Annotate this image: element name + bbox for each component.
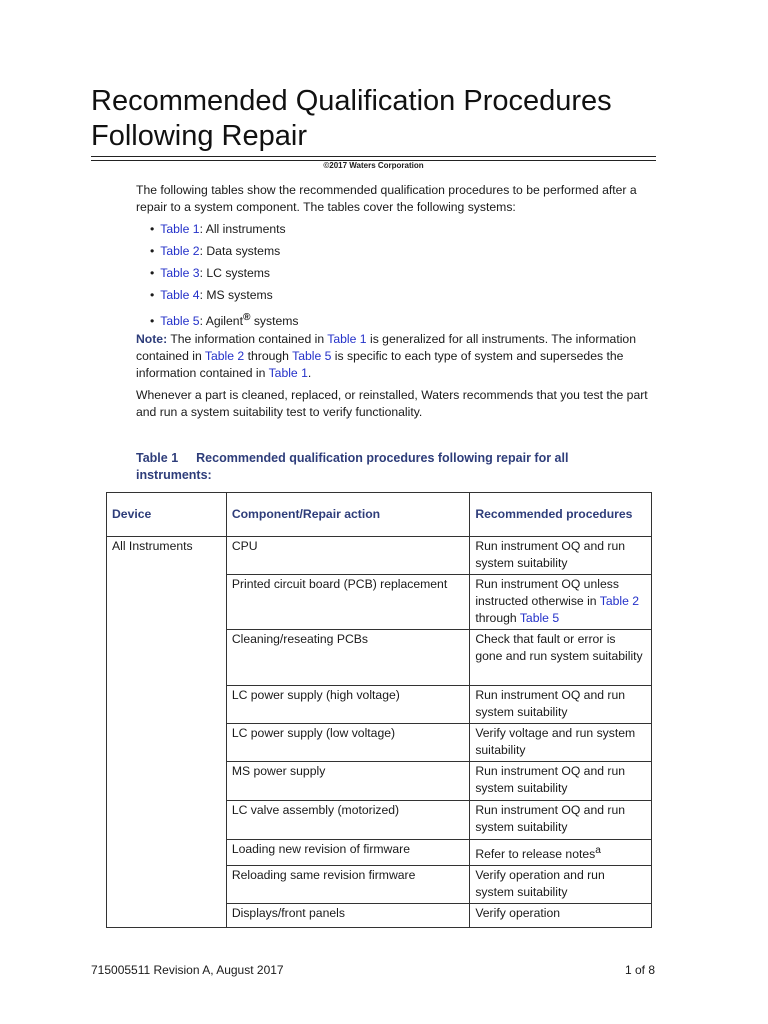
table-link[interactable]: Table 5 bbox=[160, 314, 200, 329]
table-list bbox=[150, 221, 299, 331]
footnote-mark: a bbox=[595, 844, 601, 856]
component-cell: Displays/front panels bbox=[226, 904, 470, 928]
text: . bbox=[307, 366, 312, 380]
header-component: Component/Repair action bbox=[226, 493, 470, 537]
footer-page-number: 1 of 8 bbox=[624, 963, 655, 977]
header-procedures: Recommended procedures bbox=[470, 493, 652, 537]
caption-text: Recommended qualification procedures following repair for all instruments: bbox=[136, 451, 569, 482]
list-item bbox=[150, 287, 299, 309]
divider bbox=[91, 156, 656, 157]
item-text: : All instruments bbox=[199, 222, 286, 236]
table-link[interactable]: Table 3 bbox=[160, 266, 200, 280]
whenever-paragraph: Whenever a part is cleaned, replaced, or reinstalled, Waters recommends that you test the part and run a system suitability test to verify functionality. bbox=[136, 388, 648, 419]
text: Refer to release notes bbox=[475, 847, 596, 861]
text: is specific to each type of system and supersedes the information contained in bbox=[136, 349, 624, 380]
title-line: Following Repair bbox=[91, 120, 307, 152]
procedure-cell: Run instrument OQ and run system suitability bbox=[470, 762, 652, 801]
component-cell: CPU bbox=[226, 537, 470, 575]
text: through bbox=[244, 349, 293, 363]
procedure-cell bbox=[470, 575, 652, 630]
table-link[interactable]: Table 5 bbox=[519, 611, 560, 625]
table-header-row bbox=[107, 493, 652, 537]
table-link[interactable]: Table 2 bbox=[204, 349, 245, 363]
item-text: : Agilent bbox=[199, 314, 243, 329]
table-link[interactable]: Table 2 bbox=[160, 244, 200, 258]
copyright: ©2017 Waters Corporation bbox=[323, 161, 424, 170]
text: The information contained in bbox=[167, 332, 328, 346]
table-link[interactable]: Table 4 bbox=[160, 288, 200, 302]
component-cell: Reloading same revision firmware bbox=[226, 866, 470, 904]
note-paragraph bbox=[136, 331, 661, 382]
table-row bbox=[107, 537, 652, 575]
header-device: Device bbox=[107, 493, 227, 537]
table-caption bbox=[136, 450, 636, 484]
table-link[interactable]: Table 1 bbox=[268, 366, 308, 380]
list-item bbox=[150, 309, 299, 331]
intro-paragraph: The following tables show the recommended qualification procedures to be performed after a repair to a system component. The tables cover the following systems: bbox=[136, 183, 637, 214]
component-cell: Loading new revision of firmware bbox=[226, 840, 470, 866]
table-link[interactable]: Table 1 bbox=[327, 332, 367, 346]
list-item bbox=[150, 221, 299, 243]
procedure-cell: Verify operation and run system suitability bbox=[470, 866, 652, 904]
component-cell: LC valve assembly (motorized) bbox=[226, 801, 470, 840]
component-cell: Cleaning/reseating PCBs bbox=[226, 630, 470, 686]
registered-mark: ® bbox=[242, 312, 251, 323]
item-text: : Data systems bbox=[199, 244, 281, 258]
component-cell: MS power supply bbox=[226, 762, 470, 801]
component-cell: LC power supply (high voltage) bbox=[226, 686, 470, 724]
procedure-cell: Verify voltage and run system suitability bbox=[470, 724, 652, 762]
component-cell: LC power supply (low voltage) bbox=[226, 724, 470, 762]
device-cell: All Instruments bbox=[107, 537, 227, 928]
list-item bbox=[150, 265, 299, 287]
text: through bbox=[475, 611, 520, 625]
text: Run instrument OQ unless instructed otherwise in bbox=[475, 577, 619, 608]
table-link[interactable]: Table 1 bbox=[160, 222, 200, 236]
procedure-cell: Run instrument OQ and run system suitability bbox=[470, 686, 652, 724]
caption-number: Table 1 bbox=[136, 451, 179, 465]
list-item bbox=[150, 243, 299, 265]
procedure-cell bbox=[470, 840, 652, 866]
procedure-cell: Run instrument OQ and run system suitability bbox=[470, 537, 652, 575]
procedure-cell: Verify operation bbox=[470, 904, 652, 928]
text: is generalized for all instruments. The information contained in bbox=[136, 332, 636, 363]
item-text: systems bbox=[250, 314, 299, 329]
title-line: Recommended Qualification Procedures bbox=[91, 85, 612, 117]
item-text: : LC systems bbox=[199, 266, 271, 280]
item-text: : MS systems bbox=[199, 288, 273, 302]
page-title bbox=[91, 84, 612, 154]
procedure-cell: Check that fault or error is gone and run system suitability bbox=[470, 630, 652, 686]
table-link[interactable]: Table 2 bbox=[599, 594, 640, 608]
note-label: Note: bbox=[136, 332, 168, 346]
component-cell: Printed circuit board (PCB) replacement bbox=[226, 575, 470, 630]
table-link[interactable]: Table 5 bbox=[292, 349, 332, 363]
qualification-table bbox=[106, 492, 652, 928]
procedure-cell: Run instrument OQ and run system suitability bbox=[470, 801, 652, 840]
footer-doc-id: 715005511 Revision A, August 2017 bbox=[91, 963, 284, 977]
